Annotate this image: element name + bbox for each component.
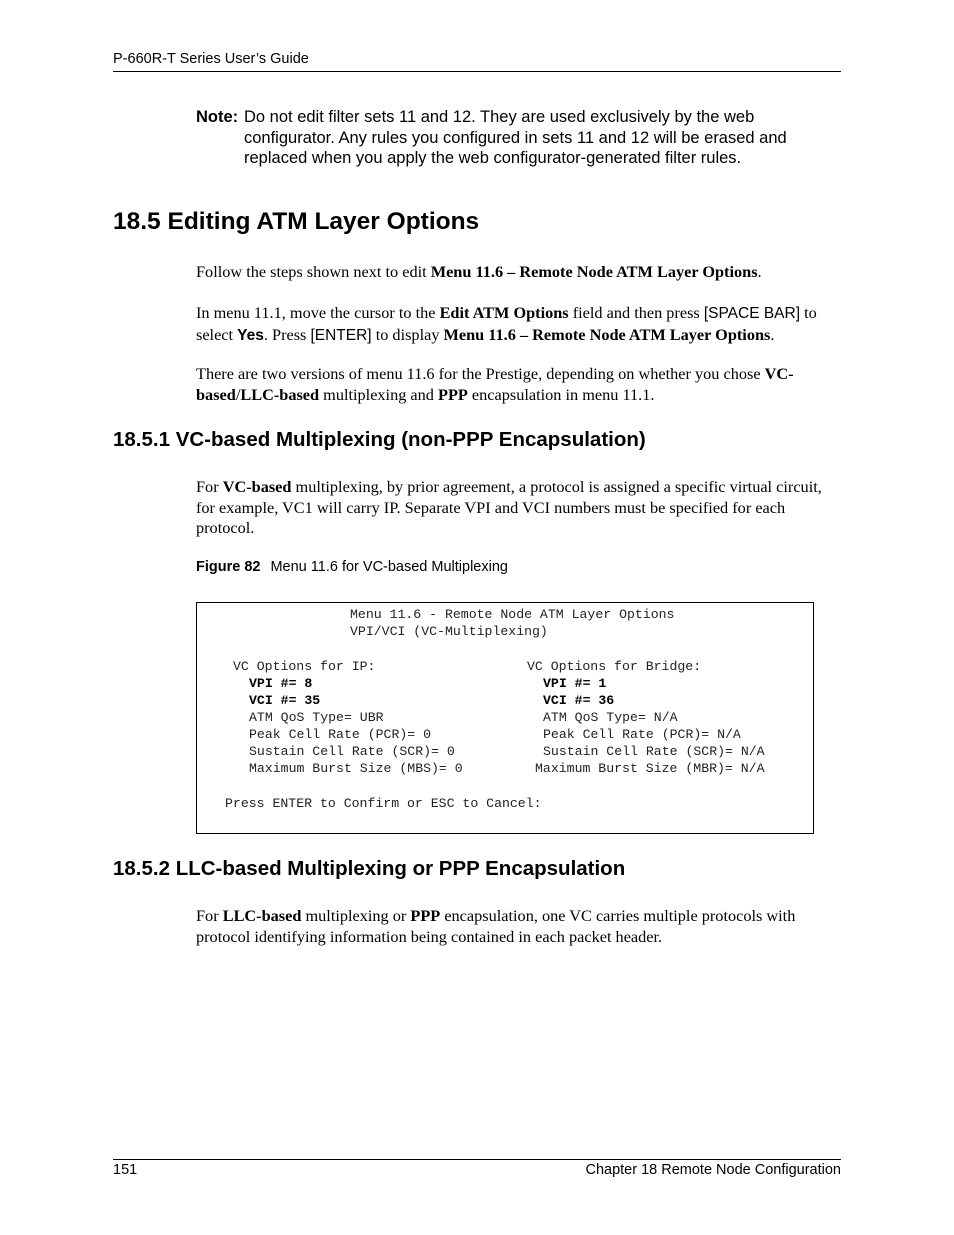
bridge-mbr-field: Maximum Burst Size (MBR)= N/A bbox=[535, 761, 765, 776]
bridge-scr-field: Sustain Cell Rate (SCR)= N/A bbox=[543, 744, 765, 759]
section-heading-18-5-1: 18.5.1 VC-based Multiplexing (non-PPP Encapsulation) bbox=[113, 428, 646, 451]
figure-title: Menu 11.6 for VC-based Multiplexing bbox=[270, 559, 508, 575]
screen-title: Menu 11.6 - Remote Node ATM Layer Options bbox=[350, 607, 675, 622]
bridge-pcr-field: Peak Cell Rate (PCR)= N/A bbox=[543, 727, 741, 742]
paragraph-llc-based bbox=[196, 906, 841, 947]
bold-run: Menu 11.6 – Remote Node ATM Layer Options bbox=[430, 262, 758, 281]
text-run: multiplexing and bbox=[319, 384, 439, 404]
bridge-qos-field: ATM QoS Type= N/A bbox=[543, 710, 678, 725]
key-yes: Yes bbox=[237, 326, 264, 344]
text-run: to select bbox=[196, 303, 817, 344]
text-run: There are two versions of menu 11.6 for the Prestige, depending on whether you chose bbox=[196, 364, 765, 383]
note-label: Note: bbox=[196, 108, 239, 126]
text-run: encapsulation, one VC carries multiple protocols with protocol identifying information being contained in each packet header. bbox=[196, 906, 796, 946]
text-run: . Press bbox=[263, 324, 311, 344]
bold-run: PPP bbox=[410, 906, 441, 925]
bold-run: LLC-based bbox=[222, 906, 302, 925]
bold-run: PPP bbox=[438, 384, 468, 404]
figure-number: Figure 82 bbox=[196, 559, 261, 575]
chapter-title: Chapter 18 Remote Node Configuration bbox=[585, 1162, 841, 1178]
ip-scr-field: Sustain Cell Rate (SCR)= 0 bbox=[249, 744, 455, 759]
text-run: For bbox=[196, 477, 223, 496]
text-run: to display bbox=[371, 324, 444, 344]
note-text-line1: Do not edit filter sets 11 and 12. They are used exclusively by the web bbox=[244, 108, 755, 126]
bold-run: Edit ATM Options bbox=[439, 303, 569, 322]
note-block bbox=[196, 107, 836, 169]
text-run: . bbox=[770, 324, 775, 344]
text-run: / bbox=[235, 384, 241, 404]
terminal-screen bbox=[196, 602, 814, 834]
paragraph-vc-based bbox=[196, 477, 841, 539]
text-run: encapsulation in menu 11.1. bbox=[467, 384, 655, 404]
screen-prompt: Press ENTER to Confirm or ESC to Cancel: bbox=[225, 796, 542, 811]
paragraph-two-versions bbox=[196, 364, 841, 405]
figure-caption bbox=[196, 559, 508, 575]
paragraph-menu-11-1 bbox=[196, 303, 841, 346]
text-run: . bbox=[757, 262, 762, 281]
bridge-vci-field[interactable]: VCI #= 36 bbox=[543, 693, 615, 708]
footer-rule bbox=[113, 1159, 841, 1160]
section-heading-18-5: 18.5 Editing ATM Layer Options bbox=[113, 208, 480, 235]
key-space-bar: [SPACE BAR] bbox=[703, 305, 801, 322]
page-number: 151 bbox=[113, 1162, 138, 1178]
bold-run: VC-based bbox=[222, 477, 292, 496]
ip-qos-field: ATM QoS Type= UBR bbox=[249, 710, 384, 725]
text-run: Follow the steps shown next to edit bbox=[196, 262, 431, 281]
bold-run: LLC-based bbox=[240, 384, 320, 404]
text-run: For bbox=[196, 906, 223, 925]
text-run: multiplexing or bbox=[301, 906, 411, 925]
text-run: field and then press bbox=[568, 303, 704, 322]
running-header: P-660R-T Series User’s Guide bbox=[113, 51, 309, 67]
bold-run: Menu 11.6 – Remote Node ATM Layer Options bbox=[443, 324, 771, 344]
bold-run: VC-based bbox=[196, 364, 794, 404]
paragraph-follow-steps bbox=[196, 262, 841, 283]
bridge-vpi-field[interactable]: VPI #= 1 bbox=[543, 676, 607, 691]
section-heading-18-5-2: 18.5.2 LLC-based Multiplexing or PPP Encapsulation bbox=[113, 857, 626, 880]
ip-vci-field[interactable]: VCI #= 35 bbox=[249, 693, 321, 708]
bridge-options-header: VC Options for Bridge: bbox=[527, 659, 702, 674]
note-text: configurator. Any rules you configured in sets 11 and 12 will be erased and replaced when you apply the web configurator-generated filter rules. bbox=[244, 128, 787, 167]
key-enter: [ENTER] bbox=[310, 326, 372, 344]
ip-pcr-field: Peak Cell Rate (PCR)= 0 bbox=[249, 727, 432, 742]
screen-subtitle: VPI/VCI (VC-Multiplexing) bbox=[350, 624, 548, 639]
ip-mbs-field: Maximum Burst Size (MBS)= 0 bbox=[249, 761, 463, 776]
ip-options-header: VC Options for IP: bbox=[233, 659, 376, 674]
text-run: In menu 11.1, move the cursor to the bbox=[196, 303, 440, 322]
ip-vpi-field[interactable]: VPI #= 8 bbox=[249, 676, 313, 691]
text-run: multiplexing, by prior agreement, a protocol is assigned a specific virtual circuit, for example, VC1 will carry IP. Separate VPI and VCI numbers must be specified for each protocol. bbox=[196, 477, 822, 537]
header-rule bbox=[113, 71, 841, 72]
